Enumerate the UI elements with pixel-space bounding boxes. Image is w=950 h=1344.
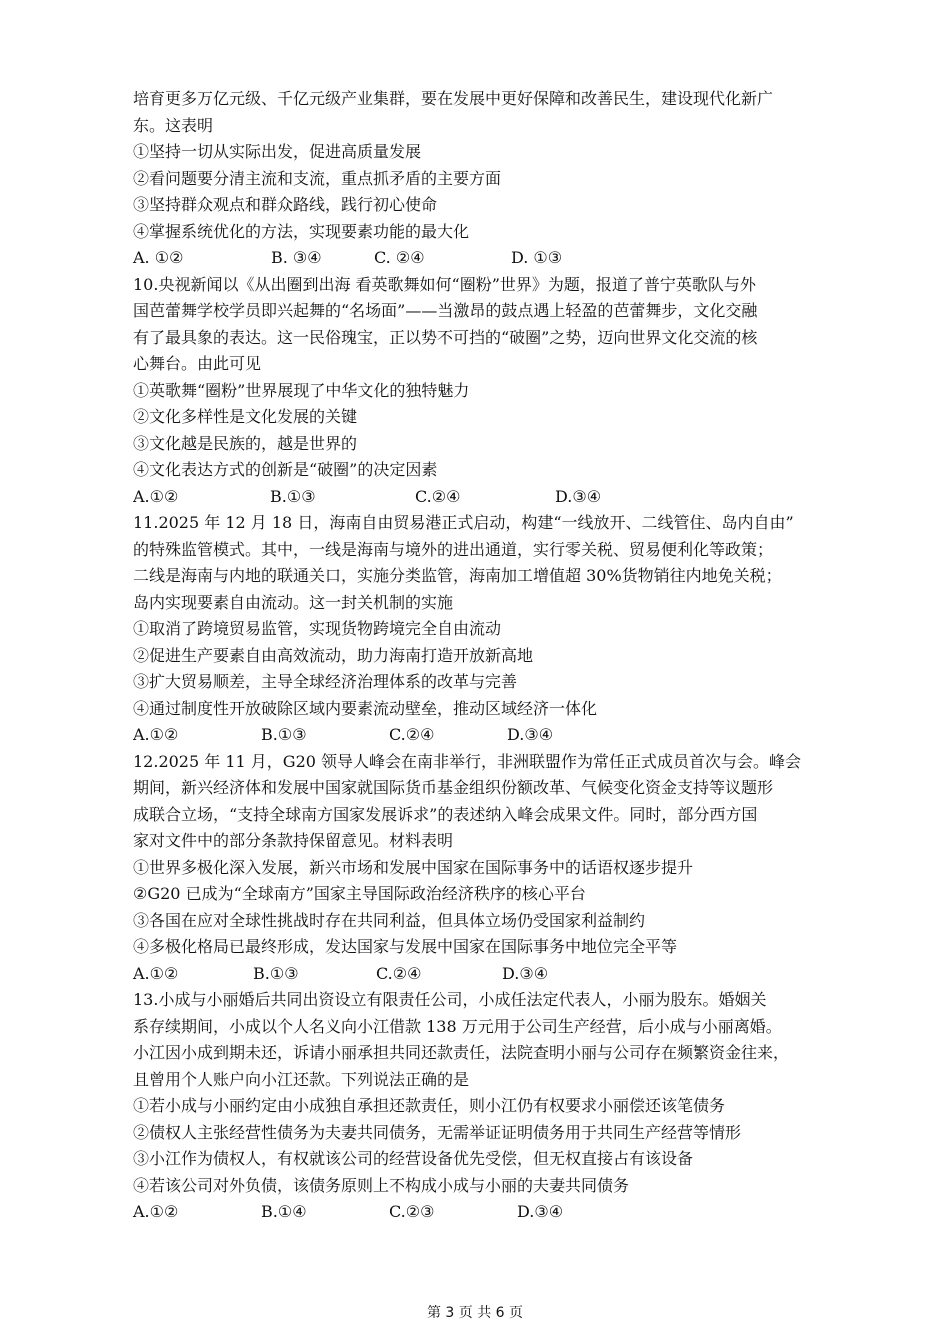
question-stem-line: 家对文件中的部分条款持保留意见。材料表明 <box>133 831 454 850</box>
question-stem-line: 有了最具象的表达。这一民俗瑰宝，正以势不可挡的“破圈”之势，迈向世界文化交流的核 <box>133 327 758 347</box>
option-b: B.①④ <box>261 1202 307 1221</box>
question-stem-line: 二线是海南与内地的联通关口，实施分类监管，海南加工增值超 30%货物销往内地免关税； <box>133 566 782 585</box>
choice-statement: ③小江作为债权人，有权就该公司的经营设备优先受偿，但无权直接占有该设备 <box>133 1149 694 1168</box>
question-stem-line: 国芭蕾舞学校学员即兴起舞的“名场面”——当激昂的鼓点遇上轻盈的芭蕾舞步，文化交融 <box>133 301 758 320</box>
option-c: C.②④ <box>415 486 461 506</box>
option-a: A. ①② <box>133 248 184 267</box>
question-9 <box>133 86 823 272</box>
option-b: B.①③ <box>253 963 299 983</box>
answer-options <box>133 722 823 749</box>
option-b: B.①③ <box>261 725 307 744</box>
option-a: A.①② <box>133 486 179 506</box>
question-stem-line: 13.小成与小丽婚后共同出资设立有限责任公司，小成任法定代表人，小丽为股东。婚姻关 <box>133 990 767 1009</box>
question-stem-line: 系存续期间，小成以个人名义向小江借款 138 万元用于公司生产经营，后小成与小丽离婚。 <box>133 1016 782 1036</box>
choice-statement: ②看问题要分清主流和支流，重点抓矛盾的主要方面 <box>133 168 502 188</box>
question-stem-line: 12.2025 年 11 月，G20 领导人峰会在南非举行，非洲联盟作为常任正式成员首次与会。峰会 <box>133 751 802 771</box>
exam-page <box>133 86 823 1226</box>
question-stem-line: 小江因小成到期未还，诉请小丽承担共同还款责任，法院查明小丽与公司存在频繁资金往来， <box>133 1043 790 1062</box>
option-d: D.③④ <box>507 725 554 744</box>
question-12 <box>133 749 823 988</box>
choice-statement: ①世界多极化深入发展，新兴市场和发展中国家在国际事务中的话语权逐步提升 <box>133 857 694 877</box>
question-stem-line: 期间，新兴经济体和发展中国家就国际货币基金组织份额改革、气候变化资金支持等议题形 <box>133 778 774 797</box>
question-stem-line: 成联合立场，“支持全球南方国家发展诉求”的表述纳入峰会成果文件。同时，部分西方国 <box>133 804 758 824</box>
question-stem-line: 11.2025 年 12 月 18 日，海南自由贸易港正式启动，构建“一线放开、二线管住、岛内自由” <box>133 513 794 532</box>
question-stem-line: 的特殊监管模式。其中，一线是海南与境外的进出通道，实行零关税、贸易便利化等政策； <box>133 539 774 559</box>
option-a: A.①② <box>133 1202 179 1221</box>
answer-options <box>133 245 823 272</box>
option-d: D.③④ <box>555 486 602 506</box>
option-a: A.①② <box>133 725 179 744</box>
choice-statement: ①取消了跨境贸易监管，实现货物跨境完全自由流动 <box>133 619 502 638</box>
question-11 <box>133 510 823 749</box>
choice-statement: ③坚持群众观点和群众路线，践行初心使命 <box>133 195 438 214</box>
choice-statement: ①坚持一切从实际出发，促进高质量发展 <box>133 142 422 161</box>
option-d: D.③④ <box>502 963 549 983</box>
option-c: C. ②④ <box>374 248 425 267</box>
choice-statement: ③文化越是民族的，越是世界的 <box>133 433 358 453</box>
option-a: A.①② <box>133 963 179 983</box>
choice-statement: ②促进生产要素自由高效流动，助力海南打造开放新高地 <box>133 645 534 665</box>
choice-statement: ③各国在应对全球性挑战时存在共同利益，但具体立场仍受国家利益制约 <box>133 910 646 930</box>
choice-statement: ②G20 已成为“全球南方”国家主导国际政治经济秩序的核心平台 <box>133 884 586 903</box>
question-10 <box>133 272 823 511</box>
choice-statement: ②债权人主张经营性债务为夫妻共同债务，无需举证证明债务用于共同生产经营等情形 <box>133 1122 742 1142</box>
question-stem-line: 培育更多万亿元级、千亿元级产业集群，要在发展中更好保障和改善民生，建设现代化新广 <box>133 89 774 108</box>
question-stem-line: 且曾用个人账户向小江还款。下列说法正确的是 <box>133 1069 470 1089</box>
question-stem-line: 岛内实现要素自由流动。这一封关机制的实施 <box>133 592 454 612</box>
option-b: B. ③④ <box>271 248 322 267</box>
answer-options <box>133 484 823 511</box>
option-c: C.②④ <box>376 963 422 983</box>
choice-statement: ④多极化格局已最终形成，发达国家与发展中国家在国际事务中地位完全平等 <box>133 937 678 956</box>
question-stem-line: 心舞台。由此可见 <box>133 354 262 373</box>
option-d: D.③④ <box>517 1202 564 1221</box>
answer-options <box>133 961 823 988</box>
option-c: C.②④ <box>389 725 435 744</box>
choice-statement: ①若小成与小丽约定由小成独自承担还款责任，则小江仍有权要求小丽偿还该笔债务 <box>133 1096 726 1115</box>
choice-statement: ④若该公司对外负债，该债务原则上不构成小成与小丽的夫妻共同债务 <box>133 1175 630 1195</box>
question-13 <box>133 987 823 1226</box>
question-stem-line: 东。这表明 <box>133 115 214 135</box>
choice-statement: ①英歌舞“圈粉”世界展现了中华文化的独特魅力 <box>133 380 470 400</box>
page-number-footer: 第 3 页 共 6 页 <box>426 1305 524 1321</box>
choice-statement: ④文化表达方式的创新是“破圈”的决定因素 <box>133 460 438 479</box>
option-d: D. ①③ <box>511 248 563 267</box>
option-b: B.①③ <box>270 486 316 506</box>
choice-statement: ④掌握系统优化的方法，实现要素功能的最大化 <box>133 221 470 241</box>
answer-options <box>133 1199 823 1226</box>
option-c: C.②③ <box>389 1202 435 1221</box>
choice-statement: ④通过制度性开放破除区域内要素流动壁垒，推动区域经济一体化 <box>133 698 598 718</box>
choice-statement: ②文化多样性是文化发展的关键 <box>133 407 358 426</box>
question-stem-line: 10.央视新闻以《从出圈到出海 看英歌舞如何“圈粉”世界》为题，报道了普宁英歌队与外 <box>133 274 756 294</box>
choice-statement: ③扩大贸易顺差，主导全球经济治理体系的改革与完善 <box>133 672 518 691</box>
